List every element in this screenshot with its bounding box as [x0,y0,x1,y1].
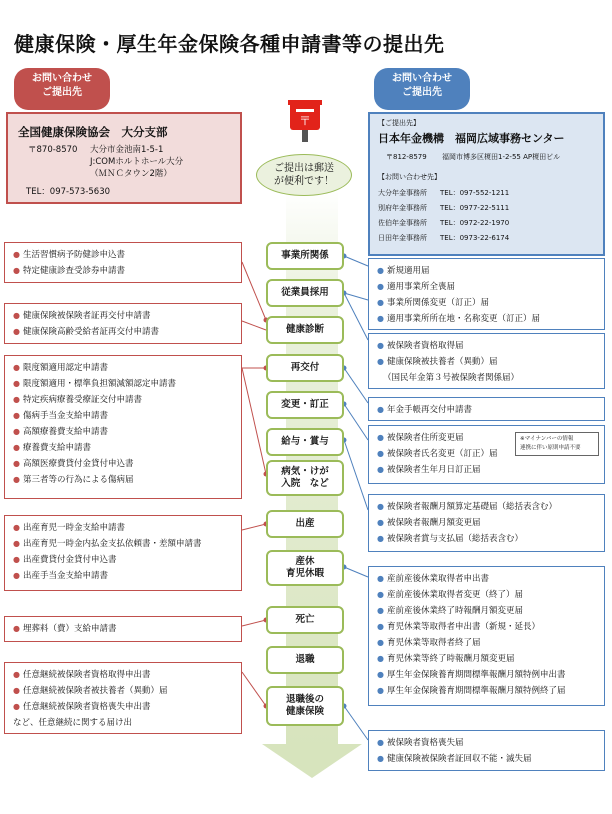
left-box-childbirth [4,515,242,591]
left-box-death [4,616,242,642]
list-item: ● 産前産後休業取得者申出書 [377,574,489,584]
mail-note-text: ご提出は郵送 が便利です！ [274,163,334,187]
my-number-note-text: ※マイナンバーの情報 連携に伴い原則申請不要 [520,436,581,451]
kyokai-name: 全国健康保険協会 大分支部 [18,125,168,139]
list-item: ● 高額医療費貸付金貸付申込書 [13,459,134,469]
list-item: ● 出産育児一時金支給申請書 [13,523,125,533]
list-item: ● 埋葬料（費）支給申請書 [13,624,117,634]
list-item: ● 出産費貸付金貸付申込書 [13,555,117,565]
step-label: 事業所関係 [281,250,329,261]
list-item: ● 育児休業等取得者申出書（新規・延長） [377,622,540,632]
list-item: ● 生活習慣病予防健診申込書 [13,250,125,260]
step-label: 健康診断 [285,324,324,335]
inquiry-tag: 【お問い合わせ先】 [378,173,441,181]
office-tel: TEL：0972-22-1970 [440,219,510,227]
left-box-continuation [4,662,242,734]
step-label: 給与・賞与 [281,436,329,447]
step-post-retirement [266,686,344,726]
nenkin-address: 福岡市博多区榎田1-2-55 AP榎田ビル [442,153,561,161]
list-item: ● 高額療養費支給申請書 [13,427,108,437]
list-item: ● 被保険者報酬月額算定基礎届（総括表含む） [377,502,557,512]
list-item: ● 健康保険被扶養者（異動）届 [377,357,498,367]
list-item: ● 被保険者資格喪失届 [377,738,464,748]
kyokai-address-2: J:COMホルトホール大分 [90,157,184,167]
office-tel: TEL：097-552-1211 [440,189,510,197]
list-item: ● 出産育児一時金内払金支払依頼書・差額申請書 [13,539,202,549]
left-box-reissue [4,303,242,344]
step-office [266,242,344,270]
office-tel: TEL：0973-22-6174 [440,234,510,242]
office-name: 日田年金事務所 [378,234,427,242]
contact-badge-left: お問い合わせ ご提出先 [14,68,110,110]
list-item: ● 産前産後休業終了時報酬月額変更届 [377,606,523,616]
list-item: ● 特定疾病療養受療証交付申請書 [13,395,142,405]
office-name: 佐伯年金事務所 [378,219,427,227]
right-box-qualification [368,333,605,389]
step-label: 従業員採用 [281,287,329,298]
right-box-pension-book [368,397,605,421]
office-name: 別府年金事務所 [378,204,427,212]
list-item: ● 被保険者賞与支払届（総括表含む） [377,534,523,544]
office-tel: TEL：0977-22-5111 [440,204,510,212]
list-item: ● 第三者等の行為による傷病届 [13,475,134,485]
step-label: 病気・けが 入院 など [281,466,329,489]
list-item: ● 療養費支給申請書 [13,443,91,453]
list-item: ● 被保険者氏名変更（訂正）届 [377,449,498,459]
left-box-checkup [4,242,242,283]
my-number-note [515,432,599,456]
step-salary-bonus [266,428,344,456]
list-item: ● 厚生年金保険養育期間標準報酬月額特例終了届 [377,686,566,696]
step-label: 再交付 [290,362,320,373]
list-item: ● 適用事業所所在地・名称変更（訂正）届 [377,314,540,324]
list-item: ● 健康保険被保険者証回収不能・滅失届 [377,754,532,764]
step-health-checkup [266,316,344,344]
list-item: ● 任意継続被保険者資格喪失申出書 [13,702,151,712]
list-item: ● 健康保険被保険者証再交付申請書 [13,311,151,321]
step-label: 退職 [295,654,315,665]
office-name: 大分年金事務所 [378,189,427,197]
kyokai-address-1: 大分市金池南1-5-1 [90,145,164,155]
left-box-illness [4,355,242,499]
list-item: ● 被保険者住所変更届 [377,433,464,443]
kyokai-address-3: （ＭＮＣタウン2階） [90,169,172,179]
page-title: 健康保険・厚生年金保険各種申請書等の提出先 [14,32,445,56]
step-maternity-leave [266,550,344,586]
list-item: ● 限度額適用認定申請書 [13,363,108,373]
list-item: ● 傷病手当金支給申請書 [13,411,108,421]
step-childbirth [266,510,344,538]
svg-text:〒: 〒 [298,114,312,128]
list-item: ● 厚生年金保険養育期間標準報酬月額特例申出書 [377,670,566,680]
right-box-maternity [368,566,605,706]
list-item: ● 育児休業等取得者終了届 [377,638,481,648]
list-item: ● 新規適用届 [377,266,430,276]
list-item: ● 任意継続被保険者資格取得申出書 [13,670,151,680]
step-reissue [266,354,344,382]
kyokai-postal: 〒870-8570 [28,145,78,155]
step-label: 変更・訂正 [281,399,329,410]
step-label: 出産 [295,518,315,529]
list-item: ● 被保険者報酬月額変更届 [377,518,481,528]
nenkin-postal: 〒812-8579 [386,153,427,161]
list-item: ● 出産手当金支給申請書 [13,571,108,581]
list-item: ● 任意継続被保険者被扶養者（異動）届 [13,686,168,696]
right-box-loss [368,730,605,771]
list-item: ● 年金手帳再交付申請書 [377,405,472,415]
step-label: 死亡 [295,614,315,625]
nenkin-center-name: 日本年金機構 福岡広域事務センター [378,132,565,145]
list-item: ● 産前産後休業取得者変更（終了）届 [377,590,523,600]
step-change-correction [266,391,344,419]
step-illness [266,460,344,496]
right-box-salary [368,494,605,552]
step-label: 退職後の 健康保険 [285,694,324,717]
list-item: ● 限度額適用・標準負担額減額認定申請書 [13,379,176,389]
list-item: ● 被保険者資格取得届 [377,341,464,351]
list-item: ● 育児休業等終了時報酬月額変更届 [377,654,515,664]
list-item: ● 健康保険高齢受給者証再交付申請書 [13,327,159,337]
step-death [266,606,344,634]
continuation-note: など、任意継続に関する届け出 [13,718,133,728]
step-hiring [266,279,344,307]
category-3-note: （国民年金第３号被保険者関係届） [383,373,520,383]
list-item: ● 特定健康診査受診券申請書 [13,266,125,276]
list-item: ● 被保険者生年月日訂正届 [377,465,481,475]
list-item: ● 適用事業所全喪届 [377,282,455,292]
right-box-office [368,258,605,330]
contact-badge-right: お問い合わせ ご提出先 [374,68,470,110]
step-label: 産休 育児休暇 [285,556,324,579]
step-retirement [266,646,344,674]
list-item: ● 事業所関係変更（訂正）届 [377,298,489,308]
submission-tag: 【ご提出先】 [378,119,420,127]
kyokai-tel: TEL：097-573-5630 [26,187,111,197]
